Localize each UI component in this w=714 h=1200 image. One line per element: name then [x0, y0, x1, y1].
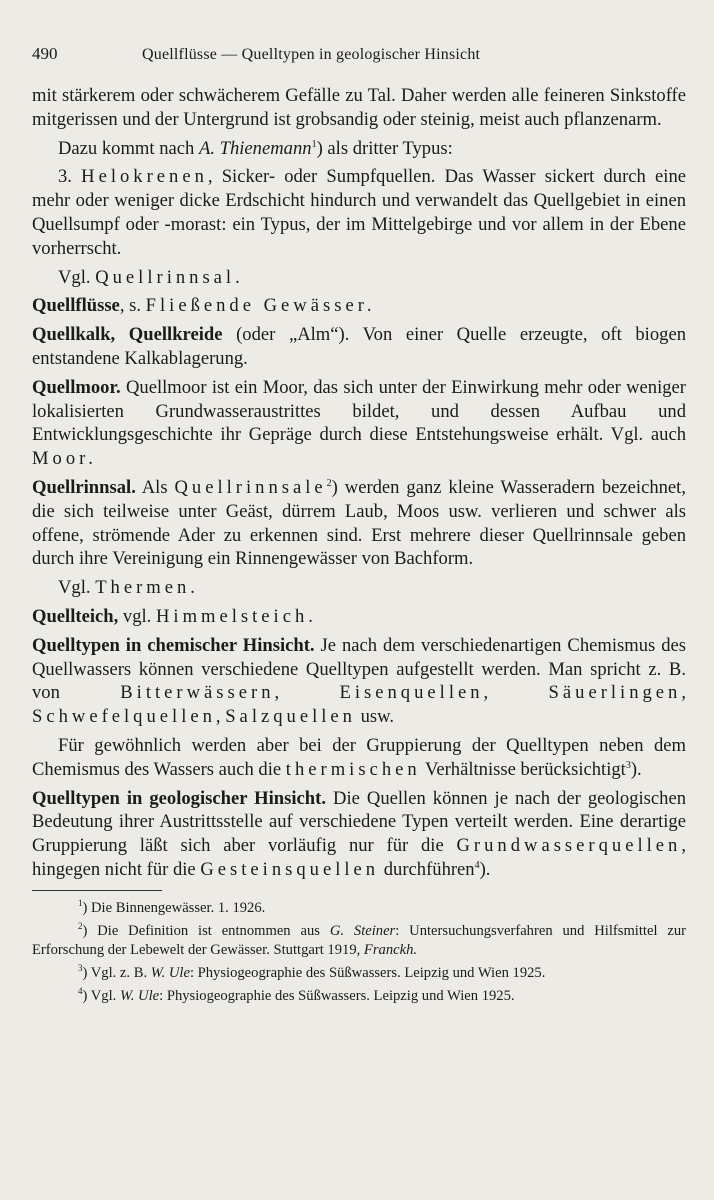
cross-reference — [32, 266, 686, 290]
text: ) werden ganz kleine Wasseradern bezeichnet, die sich teilweise unter Geäst, dürrem Laub, Moos usw. verlieren und schwer als offene, strömende Ader zu erkennen sind. Erst mehrere dieser Quellrinnsale geben durch ihre Vereinigung ein Rinnengewässer von Bachform. — [32, 476, 686, 570]
entry-quelltypen-geologisch — [32, 787, 686, 882]
entry-quellfluesse — [32, 294, 686, 318]
footnotes — [32, 899, 686, 1006]
footnote-number: 4 — [78, 985, 83, 996]
spaced-term: Schwefelquellen — [32, 706, 216, 728]
footnote-ref: 2 — [326, 477, 332, 489]
entry-quelltypen-chemisch: Quelltypen in chemischer Hinsicht. Je nach dem verschiedenartigen Chemismus des Quellwassers können verschiedene Quelltypen aufgestellt werden. Man spricht z. B. von Bitterwässern, Eisenquellen, Säuerlingen, Schwefelquellen, Salzquellen usw. — [32, 634, 687, 728]
paragraph-continuation: mit stärkerem oder schwächerem Gefälle zu Tal. Daher werden alle feineren Sinkstoffe mitgerissen und der Untergrund ist grobsandig oder steinig, meist auch pflanzenarm. — [32, 85, 686, 130]
spaced-term: Säuerlingen — [548, 682, 682, 704]
text: ) Die Binnengewässer. 1. 1926. — [82, 899, 266, 916]
entry-quellteich — [32, 605, 686, 629]
footnote-1 — [32, 899, 686, 918]
footnote-3 — [32, 964, 686, 983]
spaced-term: Salzquellen — [225, 706, 356, 728]
footnote-ref: 4 — [474, 859, 480, 871]
text: ). — [479, 858, 491, 880]
author-name: G. Steiner — [329, 922, 396, 939]
text: usw. — [355, 706, 395, 728]
spaced-term: Grundwasserquellen — [456, 835, 682, 857]
spaced-term: Fließende Gewässer. — [145, 295, 376, 317]
page-number: 490 — [32, 44, 58, 63]
entry-quellrinnsal — [32, 476, 686, 571]
spaced-term: Quellrinnsal. — [95, 266, 244, 288]
spaced-term: Eisenquellen — [339, 682, 484, 704]
text: Quellmoor ist ein Moor, das sich unter der Einwirkung mehr oder weniger lokalisierten Grundwasseraustrittes bildet, und dessen Aufbau und Entwicklungsgeschichte ihr Gepräge durch diese Entstehungsweise erhält. Vgl. auch — [32, 376, 686, 446]
headword: Quelltypen in chemischer Hinsicht. — [32, 634, 315, 656]
headword: Quellmoor. — [32, 376, 121, 398]
text: ). — [630, 758, 642, 780]
footnote-divider — [32, 890, 162, 891]
footnote-number: 2 — [78, 920, 83, 931]
paragraph-thermisch — [32, 734, 686, 782]
text: ) Vgl. — [82, 987, 120, 1004]
author-name: W. Ule — [119, 987, 160, 1004]
text: Als — [135, 476, 175, 498]
spaced-term: Thermen. — [95, 577, 199, 599]
footnote-4 — [32, 987, 686, 1006]
page-header — [32, 44, 686, 84]
text: : Physiogeographie des Süßwassers. Leipzig und Wien 1925. — [159, 987, 515, 1004]
spaced-term: Quellrinnsale — [174, 476, 327, 498]
entry-quellmoor — [32, 376, 686, 471]
cross-reference — [32, 576, 686, 600]
text: Die Quellen können je nach der geologischen Bedeutung ihrer Austrittsstelle auf verschiedene Typen verteilt werden. Eine derartige Gruppierung läßt sich aber vorläufig nur für die — [32, 787, 686, 857]
footnote-number: 1 — [78, 897, 83, 908]
headword: Quellteich, — [32, 605, 119, 627]
entry-quellkalk — [32, 323, 686, 371]
text: , Sicker- oder Sumpfquellen. Das Wasser sickert durch eine mehr oder weniger dicke Erdschicht hindurch und verwandelt das Quellgebiet in einen Quellsumpf oder -morast: ein Typus, der im Mittelgebirge und vor allem in der Ebene vorherrscht. — [32, 166, 687, 259]
list-number: 3. — [58, 166, 82, 188]
text: ) Vgl. z. B. — [82, 964, 151, 981]
text: Je nach dem verschiedenartigen Chemismus des Quellwassers können verschiedene Quelltypen aufgestellt werden. Man spricht z. B. von — [32, 634, 686, 704]
text: , hingegen nicht für die — [32, 835, 686, 880]
text: Dazu kommt nach — [58, 137, 199, 159]
headword: Quellkalk, Quellkreide — [32, 324, 223, 346]
text: Vgl. — [58, 577, 96, 599]
publisher-name: Franckh. — [363, 941, 418, 958]
spaced-term: Bitterwässern — [120, 682, 275, 704]
footnote-ref: 3 — [625, 759, 631, 771]
running-title: Quellflüsse — Quelltypen in geologischer Hinsicht — [142, 46, 481, 63]
spaced-term: thermischen — [285, 758, 421, 780]
headword: Quellrinnsal. — [32, 476, 136, 498]
footnote-ref: 1 — [311, 138, 317, 150]
paragraph-helokrenen — [32, 165, 686, 260]
page-body — [32, 84, 686, 882]
spaced-term: Moor. — [32, 448, 97, 470]
text: (oder „Alm“). Von einer Quelle erzeugte, oft biogen entstandene Kalkablagerung. — [32, 324, 686, 369]
text: ) als dritter Typus: — [316, 137, 453, 159]
headword: Quelltypen in geologischer Hinsicht. — [32, 787, 326, 809]
spaced-term: Himmelsteich. — [155, 605, 317, 627]
text: : Untersuchungsverfahren und Hilfsmittel zur Erforschung der Lebewelt der Gewässer. Stuttgart 1919, — [32, 922, 687, 958]
text: durchführen — [379, 858, 475, 880]
author-name: W. Ule — [150, 964, 190, 981]
footnote-2 — [32, 922, 686, 960]
text: , s. — [119, 295, 146, 317]
paragraph-thienemann — [32, 137, 686, 161]
text: Vgl. — [58, 266, 96, 288]
text: vgl. — [118, 605, 156, 627]
text: Für gewöhnlich werden aber bei der Gruppierung der Quelltypen neben dem Chemismus des Wassers auch die — [32, 734, 686, 780]
footnote-number: 3 — [78, 962, 83, 973]
spaced-term: Gesteinsquellen — [200, 858, 380, 880]
text: ) Die Definition ist entnommen aus — [82, 922, 330, 939]
headword: Quellflüsse — [32, 295, 120, 317]
author-name: A. Thienemann — [198, 137, 312, 159]
spaced-term: Helokrenen — [81, 166, 208, 188]
text: Verhältnisse berücksichtigt — [420, 758, 626, 780]
text: : Physiogeographie des Süßwassers. Leipzig und Wien 1925. — [189, 964, 546, 981]
